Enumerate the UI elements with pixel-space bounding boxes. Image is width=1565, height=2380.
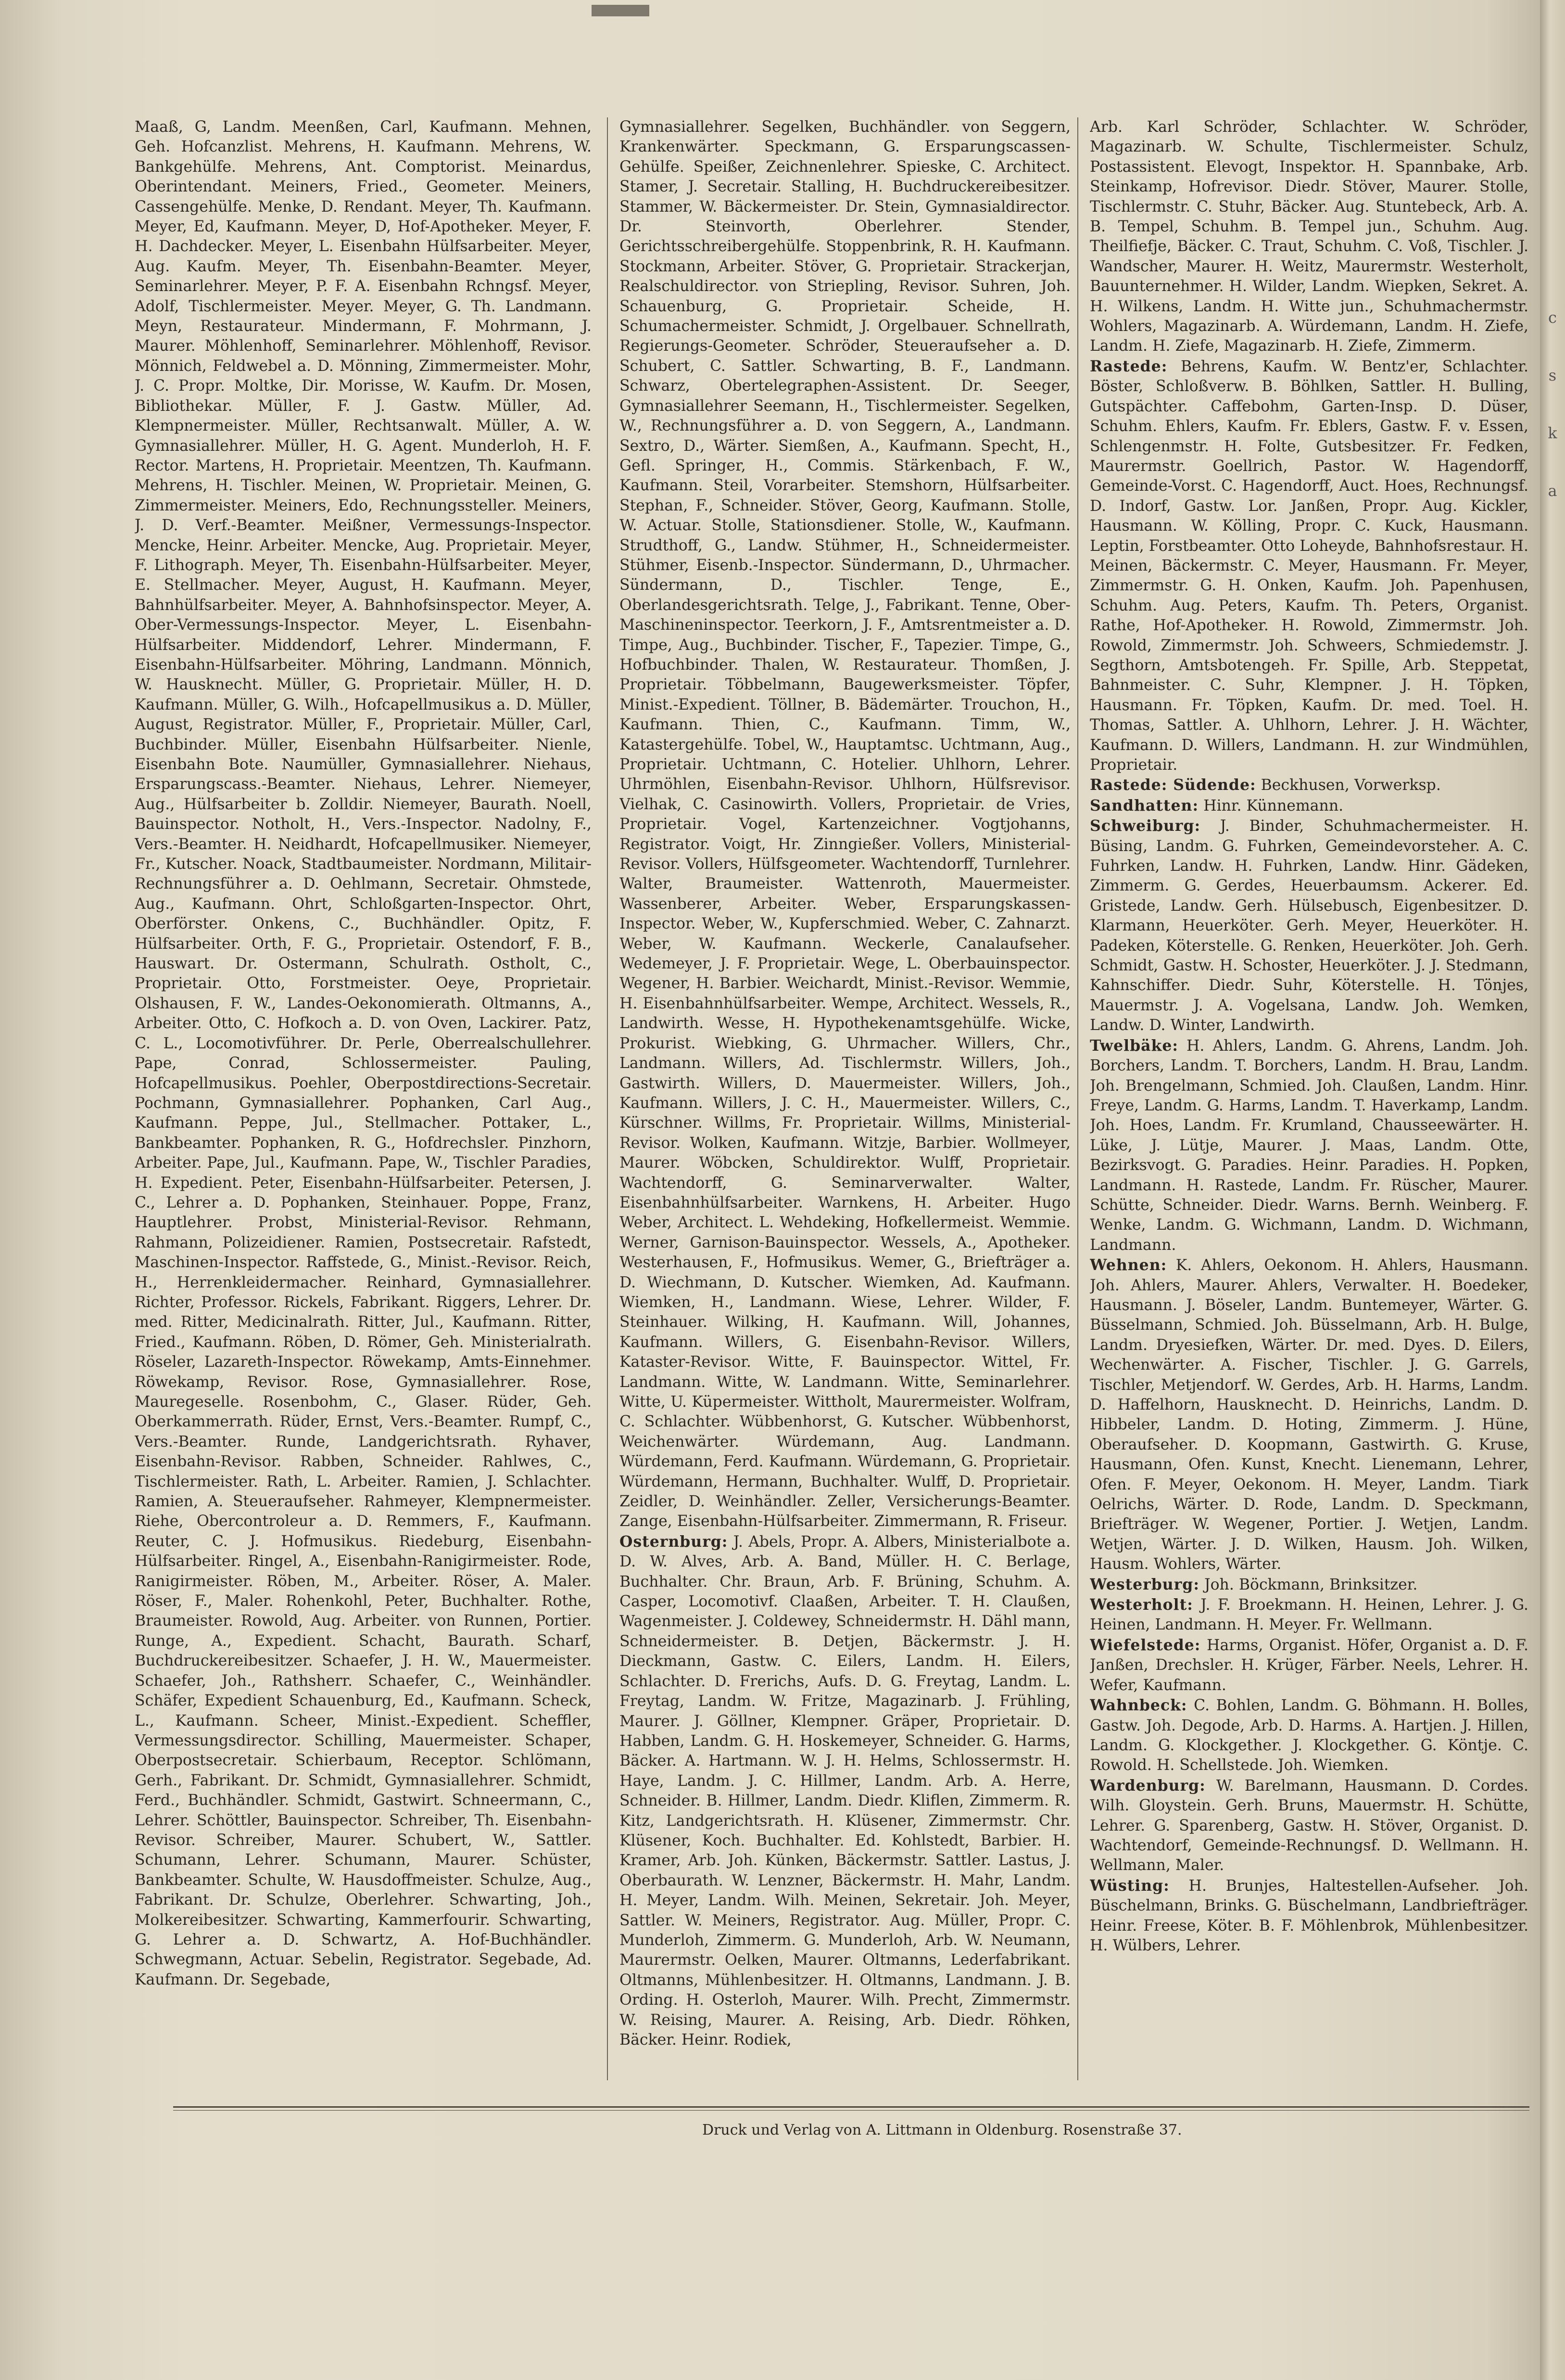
- section-twelbaeke: [1090, 1036, 1528, 1255]
- section-text: Hinr. Künnemann.: [1203, 797, 1344, 815]
- section-wehnen: [1090, 1255, 1528, 1575]
- column-right: [1090, 117, 1528, 2090]
- section-text: K. Ahlers, Oekonom. H. Ahlers, Hausmann. Joh. Ahlers, Maurer. Ahlers, Verwalter. H. Boedeker, Hausmann. J. Böseler, Landm. Buntemeyer, Wärter. G. Büsselmann, Schmied. Joh. Büsselmann, Arb. H. Bulge, Landm. Dryesiefken, Wärter. Dr. med. Dyes. D. Eilers, Wechenwärter. A. Fischer, Tischler. J. G. Garrels, Tischler, Metjendorf. W. Gerdes, Arb. H. Harms, Landm. D. Haffelhorn, Hausknecht. D. Heinrichs, Landm. D. Hibbeler, Landm. D. Hoting, Zimmerm. J. Hüne, Oberaufseher. D. Koopmann, Gastwirth. G. Kruse, Hausmann, Ofen. Kunst, Knecht. Lienemann, Lehrer, Ofen. F. Meyer, Oekonom. H. Meyer, Landm. Tiark Oelrichs, Wärter. D. Rode, Landm. D. Speckmann, Briefträger. W. Wegener, Portier. J. Wetjen, Landm. Wetjen, Wärter. J. D. Wilken, Hausm. Joh. Wilken, Hausm. Wohlers, Wärter.: [1090, 1257, 1528, 1573]
- section-heading: Sandhatten:: [1090, 796, 1199, 815]
- section-text: Joh. Böckmann, Brinksitzer.: [1204, 1576, 1418, 1593]
- section-heading: Wüsting:: [1090, 1876, 1170, 1895]
- section-heading: Wardenburg:: [1090, 1776, 1206, 1795]
- edge-text: c s k a: [1548, 308, 1557, 500]
- section-text: Harms, Organist. Höfer, Organist a. D. F. Janßen, Drechsler. H. Krüger, Färber. Neels, Lehrer. H. Wefer, Kaufmann.: [1090, 1636, 1528, 1694]
- printer-imprint: Druck und Verlag von A. Littmann in Oldenburg. Rosenstraße 37.: [702, 2122, 1182, 2138]
- section-heading: Wehnen:: [1090, 1256, 1167, 1274]
- section-wuesting: [1090, 1876, 1528, 1956]
- section-heading: Westerburg:: [1090, 1575, 1199, 1593]
- section-text: J. Binder, Schuhmachermeister. H. Büsing, Landm. G. Fuhrken, Gemeindevorsteher. A. C. Fuhrken, Landw. H. Fuhrken, Landw. Hinr. Gädeken, Zimmerm. G. Gerdes, Heuerbaumsm. Ackerer. Ed. Gristede, Landw. Gerh. Hülsebusch, Eigenbesitzer. D. Klarmann, Heuerköter. Gerh. Meyer, Heuerköter. H. Padeken, Köterstelle. G. Renken, Heuerköter. Joh. Gerh. Schmidt, Gastw. H. Schoster, Heuerköter. J. J. Stedmann, Kahnschiffer. Diedr. Suhr, Köterstelle. H. Tönjes, Mauermstr. J. A. Vogelsana, Landw. Joh. Wemken, Landw. D. Winter, Landwirth.: [1090, 817, 1528, 1034]
- column-text: Arb. Karl Schröder, Schlachter. W. Schröder, Magazinarb. W. Schulte, Tischlermeister. Schulz, Postassistent. Elevogt, Inspektor. H. Spannbake, Arb. Steinkamp, Hofrevisor. Diedr. Stöver, Maurer. Stolle, Tischlermstr. C. Stuhr, Bäcker. Aug. Stuntebeck, Arb. A. B. Tempel, Schuhm. B. Tempel jun., Schuhm. Aug. Theilfiefje, Bäcker. C. Traut, Schuhm. C. Voß, Tischler. J. Wandscher, Maurer. H. Weitz, Maurermstr. Westerholt, Bauunternehmer. H. Wilder, Landm. Wiepken, Sekret. A. H. Wilkens, Landm. H. Witte jun., Schuhmachermstr. Wohlers, Magazinarb. A. Würdemann, Landm. H. Ziefe, Landm. H. Ziefe, Magazinarb. H. Ziefe, Zimmerm.: [1090, 118, 1528, 355]
- column-middle: [619, 117, 1071, 2090]
- section-wardenburg: [1090, 1776, 1528, 1876]
- section-osternburg: [619, 1532, 1071, 2050]
- section-westerburg: [1090, 1575, 1528, 1595]
- section-rastede-suedende: [1090, 775, 1528, 795]
- column-text: Gymnasiallehrer. Segelken, Buchhändler. von Seggern, Krankenwärter. Speckmann, G. Ersparungscassen-Gehülfe. Speißer, Zeichnenlehrer. Spieske, C. Architect. Stamer, J. Secretair. Stalling, H. Buchdruckereibesitzer. Stammer, W. Bäckermeister. Dr. Stein, Gymnasialdirector. Dr. Steinvorth, Oberlehrer. Stender, Gerichtsschreibergehülfe. Stoppenbrink, R. H. Kaufmann. Stockmann, Arbeiter. Stöver, G. Proprietair. Strackerjan, Realschuldirector. von Striepling, Revisor. Suhren, Joh. Schauenburg, G. Proprietair. Scheide, H. Schumachermeister. Schmidt, J. Orgelbauer. Schnellrath, Regierungs-Geometer. Schröder, Steueraufseher a. D. Schubert, C. Sattler. Schwarting, B. F., Landmann. Schwarz, Obertelegraphen-Assistent. Dr. Seeger, Gymnasiallehrer Seemann, H., Tischlermeister. Segelken, W., Rechnungsführer a. D. von Seggern, A., Landmann. Sextro, D., Wärter. Siemßen, A., Kaufmann. Specht, H., Gefl. Springer, H., Commis. Stärkenbach, F. W., Kaufmann. Steil, Vorarbeiter. Stemshorn, Hülfsarbeiter. Stephan, F., Schneider. Stöver, Georg, Kaufmann. Stolle, W. Actuar. Stolle, Stationsdiener. Stolle, W., Kaufmann. Strudthoff, G., Landw. Stühmer, H., Schneidermeister. Stühmer, Eisenb.-Inspector. Sündermann, D., Uhrmacher. Sündermann, D., Tischler. Tenge, E., Oberlandesgerichtsrath. Telge, J., Fabrikant. Tenne, Ober-Maschineninspector. Teerkorn, J. F., Amtsrentmeister a. D. Timpe, Aug., Buchbinder. Tischer, F., Tapezier. Timpe, G., Hofbuchbinder. Thalen, W. Restaurateur. Thomßen, J. Proprietair. Többelmann, Baugewerksmeister. Töpfer, Minist.-Expedient. Töllner, B. Bädemärter. Trouchon, H., Kaufmann. Thien, C., Kaufmann. Timm, W., Katastergehülfe. Tobel, W., Hauptamtsc. Uchtmann, Aug., Proprietair. Uchtmann, C. Hotelier. Uhlhorn, Lehrer. Uhrmöhlen, Eisenbahn-Revisor. Uhlhorn, Hülfsrevisor. Vielhak, C. Casinowirth. Vollers, Proprietair. de Vries, Proprietair. Vogel, Kartenzeichner. Vogtjohanns, Registrator. Voigt, Hr. Zinngießer. Vollers, Ministerial-Revisor. Vollers, Hülfsgeometer. Wachtendorff, Turnlehrer. Walter, Braumeister. Wattenroth, Mauermeister. Wassenberer, Arbeiter. Weber, Ersparungskassen-Inspector. Weber, W., Kupferschmied. Weber, C. Zahnarzt. Weber, W. Kaufmann. Weckerle, Canalaufseher. Wedemeyer, J. F. Proprietair. Wege, L. Oberbauinspector. Wegener, H. Barbier. Weichardt, Minist.-Revisor. Wemmie, H. Eisenbahnhülfsarbeiter. Wempe, Architect. Wessels, R., Landwirth. Wesse, H. Hypothekenamtsgehülfe. Wicke, Prokurist. Wiebking, G. Uhrmacher. Willers, Chr., Landmann. Willers, Ad. Tischlermstr. Willers, Joh., Gastwirth. Willers, D. Mauermeister. Willers, Joh., Kaufmann. Willers, J. C. H., Mauermeister. Willers, C., Kürschner. Willms, Fr. Proprietair. Willms, Ministerial-Revisor. Wolken, Kaufmann. Witzje, Barbier. Wollmeyer, Maurer. Wöbcken, Schuldirektor. Wulff, Proprietair. Wachtendorff, G. Seminarverwalter. Walter, Eisenbahnhülfsarbeiter. Warnkens, H. Arbeiter. Hugo Weber, Architect. L. Wehdeking, Hofkellermeist. Wemmie. Werner, Garnison-Bauinspector. Wessels, A., Apotheker. Westerhausen, F., Hofmusikus. Wemer, G., Briefträger a. D. Wiechmann, D. Kutscher. Wiemken, Ad. Kaufmann. Wiemken, H., Landmann. Wiese, Lehrer. Wilder, F. Steinhauer. Wilking, H. Kaufmann. Will, Johannes, Kaufmann. Willers, G. Eisenbahn-Revisor. Willers, Kataster-Revisor. Witte, F. Bauinspector. Wittel, Fr. Landmann. Witte, W. Landmann. Witte, Seminarlehrer. Witte, U. Küpermeister. Wittholt, Maurermeister. Wolfram, C. Schlachter. Wübbenhorst, G. Kutscher. Wübbenhorst, Weichenwärter. Würdemann, Aug. Landmann. Würdemann, Ferd. Kaufmann. Würdemann, G. Proprietair. Würdemann, Hermann, Buchhalter. Wulff, D. Proprietair. Zeidler, D. Weinhändler. Zeller, Versicherungs-Beamter. Zange, Eisenbahn-Hülfsarbeiter. Zimmermann, R. Friseur.: [619, 118, 1071, 1530]
- section-wiefelstede: [1090, 1635, 1528, 1695]
- column-left: [135, 117, 592, 2090]
- section-text: Beckhusen, Vorwerksp.: [1261, 776, 1441, 794]
- section-rastede: [1090, 356, 1528, 776]
- footer-rule: [173, 2106, 1529, 2108]
- ink-mark: [592, 5, 649, 16]
- directory-columns: [135, 117, 1529, 2090]
- section-westerholt: [1090, 1595, 1528, 1635]
- section-text: J. F. Broekmann. H. Heinen, Lehrer. J. G. Heinen, Landmann. H. Meyer. Fr. Wellmann.: [1090, 1596, 1528, 1634]
- footer-rule-thin: [173, 2110, 1529, 2111]
- section-heading: Osternburg:: [619, 1532, 728, 1551]
- column-text: Maaß, G, Landm. Meenßen, Carl, Kaufmann. Mehnen, Geh. Hofcanzlist. Mehrens, H. Kaufmann. Mehrens, W. Bankgehülfe. Mehrens, Ant. Comptorist. Meinardus, Oberintendant. Meiners, Fried., Geometer. Meiners, Cassengehülfe. Menke, D. Rendant. Meyer, Th. Kaufmann. Meyer, Ed, Kaufmann. Meyer, D, Hof-Apotheker. Meyer, F. H. Dachdecker. Meyer, L. Eisenbahn Hülfsarbeiter. Meyer, Aug. Kaufm. Meyer, Th. Eisenbahn-Beamter. Meyer, Seminarlehrer. Meyer, P. F. A. Eisenbahn Rchngsf. Meyer, Adolf, Tischlermeister. Meyer. Meyer, G. Th. Landmann. Meyn, Restaurateur. Mindermann, F. Mohrmann, J. Maurer. Möhlenhoff, Seminarlehrer. Möhlenhoff, Revisor. Mönnich, Feldwebel a. D. Mönning, Zimmermeister. Mohr, J. C. Propr. Moltke, Dir. Morisse, W. Kaufm. Dr. Mosen, Bibliothekar. Müller, F. J. Gastw. Müller, Ad. Klempnermeister. Müller, Rechtsanwalt. Müller, A. W. Gymnasiallehrer. Müller, H. G. Agent. Munderloh, H. F. Rector. Martens, H. Proprietair. Meentzen, Th. Kaufmann. Mehrens, H. Tischler. Meinen, W. Proprietair. Meinen, G. Zimmermeister. Meiners, Edo, Rechnungssteller. Meiners, J. D. Verf.-Beamter. Meißner, Vermessungs-Inspector. Mencke, Heinr. Arbeiter. Mencke, Aug. Proprietair. Meyer, F. Lithograph. Meyer, Th. Eisenbahn-Hülfsarbeiter. Meyer, E. Stellmacher. Meyer, August, H. Kaufmann. Meyer, Bahnhülfsarbeiter. Meyer, A. Bahnhofsinspector. Meyer, A. Ober-Vermessungs-Inspector. Meyer, L. Eisenbahn-Hülfsarbeiter. Middendorf, Lehrer. Mindermann, F. Eisenbahn-Hülfsarbeiter. Möhring, Landmann. Mönnich, W. Hausknecht. Müller, G. Proprietair. Müller, H. D. Kaufmann. Müller, G. Wilh., Hofcapellmusikus a. D. Müller, August, Registrator. Müller, F., Proprietair. Müller, Carl, Buchbinder. Müller, Eisenbahn Hülfsarbeiter. Nienle, Eisenbahn Bote. Naumüller, Gymnasiallehrer. Niehaus, Ersparungscass.-Beamter. Niehaus, Lehrer. Niemeyer, Aug., Hülfsarbeiter b. Zolldir. Niemeyer, Baurath. Noell, Bauinspector. Notholt, H., Vers.-Inspector. Nadolny, F., Vers.-Beamter. H. Neidhardt, Hofcapellmusiker. Niemeyer, Fr., Kutscher. Noack, Stadtbaumeister. Nordmann, Militair-Rechnungsführer a. D. Oehlmann, Secretair. Ohmstede, Aug., Kaufmann. Ohrt, Schloßgarten-Inspector. Ohrt, Oberförster. Onkens, C., Buchhändler. Opitz, F. Hülfsarbeiter. Orth, F. G., Proprietair. Ostendorf, F. B., Hauswart. Dr. Ostermann, Schulrath. Ostholt, C., Proprietair. Otto, Forstmeister. Oeye, Proprietair. Olshausen, F. W., Landes-Oekonomierath. Oltmanns, A., Arbeiter. Otto, C. Hofkoch a. D. von Oven, Lackirer. Patz, C. L., Locomotivführer. Dr. Perle, Oberrealschullehrer. Pape, Conrad, Schlossermeister. Pauling, Hofcapellmusikus. Poehler, Oberpostdirections-Secretair. Pochmann, Gymnasiallehrer. Pophanken, Carl Aug., Kaufmann. Peppe, Jul., Stellmacher. Pottaker, L., Bankbeamter. Pophanken, R. G., Hofdrechsler. Pinzhorn, Arbeiter. Pape, Jul., Kaufmann. Pape, W., Tischler Paradies, H. Expedient. Peter, Eisenbahn-Hülfsarbeiter. Petersen, J. C., Lehrer a. D. Pophanken, Steinhauer. Poppe, Franz, Hauptlehrer. Probst, Ministerial-Revisor. Rehmann, Rahmann, Polizeidiener. Ramien, Postsecretair. Rafstedt, Maschinen-Inspector. Raffstede, G., Minist.-Revisor. Reich, H., Herrenkleidermacher. Reinhard, Gymnasiallehrer. Richter, Professor. Rickels, Fabrikant. Riggers, Lehrer. Dr. med. Ritter, Medicinalrath. Ritter, Jul., Kaufmann. Ritter, Fried., Kaufmann. Röben, D. Römer, Geh. Ministerialrath. Röseler, Lazareth-Inspector. Röwekamp, Amts-Einnehmer. Röwekamp, Revisor. Rose, Gymnasiallehrer. Rose, Mauregeselle. Rosenbohm, C., Glaser. Rüder, Geh. Oberkammerrath. Rüder, Ernst, Vers.-Beamter. Rumpf, C., Vers.-Beamter. Runde, Landgerichtsrath. Ryhaver, Eisenbahn-Revisor. Rabben, Schneider. Rahlwes, C., Tischlermeister. Rath, L. Arbeiter. Ramien, J. Schlachter. Ramien, A. Steueraufseher. Rahmeyer, Klempnermeister. Riehe, Obercontroleur a. D. Remmers, F., Kaufmann. Reuter, C. J. Hofmusikus. Riedeburg, Eisenbahn-Hülfsarbeiter. Ringel, A., Eisenbahn-Ranigirmeister. Rode, Ranigirmeister. Röben, M., Arbeiter. Röser, A. Maler. Röser, F., Maler. Rohenkohl, Peter, Buchhalter. Rothe, Braumeister. Rowold, Aug. Arbeiter. von Runnen, Portier. Runge, A., Expedient. Schacht, Baurath. Scharf, Buchdruckereibesitzer. Schaefer, J. H. W., Mauermeister. Schaefer, Joh., Rathsherr. Schaefer, C., Weinhändler. Schäfer, Expedient Schauenburg, Ed., Kaufmann. Scheck, L., Kaufmann. Scheer, Minist.-Expedient. Scheffler, Vermessungsdirector. Schilling, Mauermeister. Schaper, Oberpostsecretair. Schierbaum, Receptor. Schlömann, Gerh., Fabrikant. Dr. Schmidt, Gymnasiallehrer. Schmidt, Ferd., Buchhändler. Schmidt, Gastwirt. Schneermann, C., Lehrer. Schöttler, Bauinspector. Schreiber, Th. Eisenbahn-Revisor. Schreiber, Maurer. Schubert, W., Sattler. Schumann, Lehrer. Schumann, Maurer. Schüster, Bankbeamter. Schulte, W. Hausdoffmeister. Schulze, Aug., Fabrikant. Dr. Schulze, Oberlehrer. Schwarting, Joh., Molkereibesitzer. Schwarting, Kammerfourir. Schwarting, G. Lehrer a. D. Schwartz, A. Hof-Buchhändler. Schwegmann, Actuar. Sebelin, Registrator. Segebade, Ad. Kaufmann. Dr. Segebade,: [135, 118, 592, 1988]
- section-sandhatten: [1090, 796, 1528, 816]
- section-text: H. Brunjes, Haltestellen-Aufseher. Joh. Büschelmann, Brinks. G. Büschelmann, Landbriefträger. Heinr. Freese, Köter. B. F. Möhlenbrok, Mühlenbesitzer. H. Wülbers, Lehrer.: [1090, 1877, 1528, 1954]
- section-heading: Westerholt:: [1090, 1596, 1193, 1614]
- section-heading: Wahnbeck:: [1090, 1696, 1187, 1715]
- section-schweiburg: [1090, 816, 1528, 1035]
- section-wahnbeck: [1090, 1695, 1528, 1776]
- section-text: H. Ahlers, Landm. G. Ahrens, Landm. Joh. Borchers, Landm. T. Borchers, Landm. H. Brau, Landm. Joh. Brengelmann, Schmied. Joh. Claußen, Landm. Hinr. Freye, Landm. G. Harms, Landm. T. Haverkamp, Landm. Joh. Hoes, Landm. Fr. Krumland, Chausseewärter. H. Lüke, J. Lütje, Maurer. J. Maas, Landm. Otte, Bezirksvogt. G. Paradies. Heinr. Paradies. H. Popken, Landmann. H. Rastede, Landm. Fr. Rüscher, Maurer. Schütte, Schneider. Diedr. Warns. Bernh. Weinberg. F. Wenke, Landm. G. Wichmann, Landm. D. Wichmann, Landmann.: [1090, 1037, 1528, 1254]
- section-text: J. Abels, Propr. A. Albers, Ministerialbote a. D. W. Alves, Arb. A. Band, Müller. H. C. Berlage, Buchhalter. Chr. Braun, Arb. F. Brüning, Schuhm. A. Casper, Locomotivf. Claaßen, Arbeiter. T. H. Claußen, Wagenmeister. J. Coldewey, Schneidermstr. H. Dähl mann, Schneidermeister. B. Detjen, Bäckermstr. J. H. Dieckmann, Gastw. C. Eilers, Landm. H. Eilers, Schlachter. D. Frerichs, Aufs. D. G. Freytag, Landm. L. Freytag, Landm. W. Fritze, Magazinarb. J. Frühling, Maurer. J. Göllner, Klempner. Gräper, Proprietair. D. Habben, Landm. G. H. Hoskemeyer, Schneider. G. Harms, Bäcker. A. Hartmann. W. J. H. Helms, Schlossermstr. H. Haye, Landm. J. C. Hillmer, Landm. Arb. A. Herre, Schneider. B. Hillmer, Landm. Diedr. Kliflen, Zimmerm. R. Kitz, Landgerichtsrath. H. Klüsener, Zimmermstr. Chr. Klüsener, Koch. Buchhalter. Ed. Kohlstedt, Barbier. H. Kramer, Arb. Joh. Künken, Bäckermstr. Sattler. Lastus, J. Oberbaurath. W. Lenzner, Bäckermstr. H. Mahr, Landm. H. Meyer, Landm. Wilh. Meinen, Sekretair. Joh. Meyer, Sattler. W. Meiners, Registrator. Aug. Müller, Propr. C. Munderloh, Zimmerm. G. Munderloh, Arb. W. Neumann, Maurermstr. Oelken, Maurer. Oltmanns, Lederfabrikant. Oltmanns, Mühlenbesitzer. H. Oltmanns, Landmann. J. B. Ording. H. Osterloh, Maurer. Wilh. Precht, Zimmermstr. W. Reising, Maurer. A. Reising, Arb. Diedr. Röhken, Bäcker. Heinr. Rodiek,: [619, 1533, 1071, 2049]
- section-text: W. Barelmann, Hausmann. D. Cordes. Wilh. Gloystein. Gerh. Bruns, Mauermstr. H. Schütte, Lehrer. G. Sparenberg, Gastw. H. Stöver, Organist. D. Wachtendorf, Gemeinde-Rechnungsf. D. Wellmann. H. Wellmann, Maler.: [1090, 1777, 1528, 1874]
- section-heading: Rastede:: [1090, 357, 1168, 375]
- section-text: C. Bohlen, Landm. G. Böhmann. H. Bolles, Gastw. Joh. Degode, Arb. D. Harms. A. Hartjen. J. Hillen, Landm. G. Klockgether. J. Klockgether. G. Köntje. C. Rowold. H. Schellstede. Joh. Wiemken.: [1090, 1697, 1528, 1774]
- section-heading: Rastede: Südende:: [1090, 776, 1256, 794]
- section-heading: Schweiburg:: [1090, 817, 1201, 835]
- page-edge: [1540, 0, 1565, 2380]
- section-heading: Wiefelstede:: [1090, 1636, 1201, 1654]
- section-text: Behrens, Kaufm. W. Bentz'er, Schlachter. Böster, Schloßverw. B. Böhlken, Sattler. H. Bulling, Gutspächter. Caffebohm, Garten-Insp. D. Düser, Schuhm. Ehlers, Kaufm. Fr. Eblers, Gastw. F. v. Essen, Schlengenmstr. H. Folte, Gutsbesitzer. Fr. Fedken, Maurermstr. Goellrich, Pastor. W. Hagendorff, Gemeinde-Vorst. C. Hagendorff, Auct. Hoes, Rechnungsf. D. Indorf, Gastw. Lor. Janßen, Propr. Aug. Kickler, Hausmann. W. Kölling, Propr. C. Kuck, Hausmann. Leptin, Forstbeamter. Otto Loheyde, Bahnhofsrestaur. H. Meinen, Bäckermstr. C. Meyer, Hausmann. Fr. Meyer, Zimmermstr. G. H. Onken, Kaufm. Joh. Papenhusen, Schuhm. Aug. Peters, Kaufm. Th. Peters, Organist. Rathe, Hof-Apotheker. H. Rowold, Zimmermstr. Joh. Rowold, Zimmermstr. Joh. Schweers, Schmiedemstr. J. Segthorn, Amtsbotengeh. Fr. Spille, Arb. Steppetat, Bahnmeister. C. Suhr, Klempner. J. H. Töpken, Hausmann. Fr. Töpken, Kaufm. Dr. med. Toel. H. Thomas, Sattler. A. Uhlhorn, Lehrer. J. H. Wächter, Kaufmann. D. Willers, Landmann. H. zur Windmühlen, Proprietair.: [1090, 357, 1528, 774]
- section-heading: Twelbäke:: [1090, 1036, 1179, 1055]
